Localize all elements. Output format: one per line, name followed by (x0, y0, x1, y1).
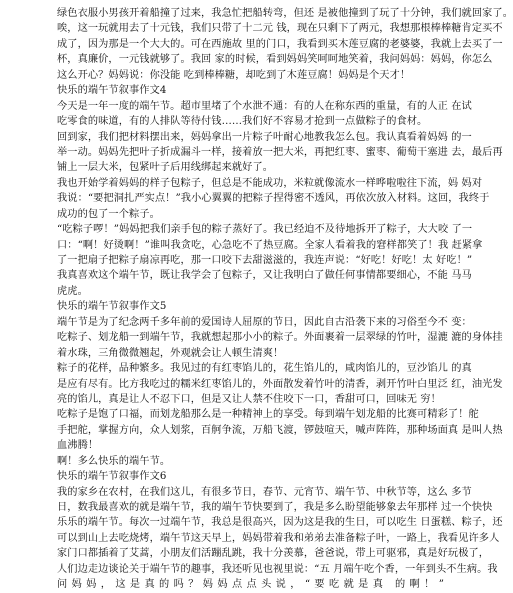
text-line: 口：“啊！好烫啊！”谁叫我贪吃，心急吃不了热豆腐。全家人看着我的窘样都笑了！我 赶紧拿 (57, 239, 483, 251)
text-line: 乐乐的端午节。每次一过端午节，我总是很高兴，因为这是我的生日，可以吃生 日蛋糕、粽子，还 (57, 517, 503, 529)
text-line: 绿色衣服小男孩开着船撞了过来，我急忙把船转弯，但还 是被他撞到了玩了十分钟，我们就回家了。 (57, 8, 513, 19)
text-line: 人们边走边谈论关于端午节的趣事，我还听见也视里说：“五 月端午吃个香，一年到头不生病。我 (57, 563, 498, 575)
text-line: 唉，这一玩就用去了十元钱，我们只带了十二元 钱，现在只剩下了两元，我想那根棒棒糖肯定买不 (57, 23, 503, 35)
text-line: 日，数我最喜欢的就是端午节，我的端午节快要到了，我是多么盼望能够象去年那样 过一个快快 (57, 502, 493, 513)
text-line: 今天是一年一度的端午节。超市里堵了个水泄不通：有的人在称东西的重量，有的人正 在试 (57, 100, 472, 112)
text-line: 成功的包了一个粽子。 (57, 208, 160, 220)
text-line: 端午节是为了纪念两千多年前的爱国诗人屈原的节日，因此自古沿袭下来的习俗至今不 变： (57, 316, 472, 328)
text-line: 血沸腾！ (57, 440, 99, 452)
text-line: 着水珠，三角微微翘起，外观就会让人顿生清爽！ (57, 347, 284, 359)
text-line: 啊！多么快乐的端午节。 (57, 455, 171, 467)
text-line: 粽子的花样，品种繁多。我见过的有红枣馅儿的，花生馅儿的，咸肉馅儿的，豆沙馅儿 的真 (57, 363, 472, 375)
text-line: 家门口都插着了艾蒿，小朋友们活蹦乱跳，我十分羡慕，爸爸说，带上可驱邪，真是好玩极了， (57, 548, 490, 560)
text-line: 吃粽子、划龙船一到端午节，我就想起那小小的粽子。外面裹着一层翠绿的竹叶，湿漉 漉的身体挂 (57, 332, 503, 344)
text-line: 了一把扇子把粽子扇凉再吃，那一口咬下去甜滋滋的，我连声说：“好吃！好吃！太 好吃！” (57, 255, 473, 266)
section-heading: 快乐的端午节叙事作文6 (57, 471, 167, 483)
section-heading: 快乐的端午节叙事作文4 (57, 85, 167, 97)
text-line: 我说：“要把洞扎严实点！”我小心翼翼的把粽子捏得密不透风，再依次放入材料。这回，我终于 (57, 193, 490, 205)
text-line: 亮的馅儿，真是让人不忍下口，但是又让人禁不住咬下一口，香甜可口，回味无 穷！ (57, 393, 441, 405)
text-line: 问妈妈，这是真的吗？妈妈点点头说，“要吃就是真 的啊！” (57, 579, 444, 591)
text-line: 我也开始学着妈妈的样子包粽子，但总是不能成功，米粒就像流水一样哗啦啦往下流，妈 妈对 (57, 177, 483, 189)
text-line: 吃零食的味道，有的人排队等待付钱……我们好不容易才抢到一点做粽子的食材。 (57, 116, 428, 128)
text-line: 吃粽子是饱了口福，而划龙船那么是一种精神上的享受。每到端午划龙船的比赛可精彩了！舵 (57, 409, 479, 421)
text-line: 成了，因为那是一个大大的。可在西施故 里的门口，我看到买木莲豆腐的老婆婆，我就上去买了一 (57, 38, 503, 50)
section-heading: 快乐的端午节叙事作文5 (57, 301, 167, 313)
text-line: 是应有尽有。比方我吃过的糯米红枣馅儿的，外面散发着竹叶的清香，剥开竹叶白里泛 红，油光发 (57, 378, 503, 390)
text-line: 举一动。妈妈先把叶子折成漏斗一样，接着放一把大米，再把红枣、蜜枣、葡萄干塞进 去，最后再 (57, 146, 503, 158)
text-line: 杯，真廉价，一元钱就够了。我回 家的时候，看到妈妈笑呵呵地笑着，我问妈妈：妈妈，你怎么 (57, 54, 493, 66)
text-line: 手把舵，掌握方向，众人划浆，百舸争流，万船飞渡，锣鼓喧天，喊声阵阵，那种场面真 是叫人热 (57, 424, 503, 436)
text-line: 我真喜欢这个端午节，既让我学会了包粽子，又让我明白了做任何事情都要细心，不能 马马 (57, 270, 472, 282)
text-line: 我的家乡在农村，在我们这儿，有很多节日，春节、元宵节、端午节、中秋节等，这么 多节 (57, 486, 472, 498)
text-line: 回到家，我们把材料摆出来，妈妈拿出一片粽子叶耐心地教我怎么包。我认真看着妈妈 的一 (57, 131, 472, 143)
text-line: “吃粽子啰！”妈妈把我们亲手包的粽子蒸好了。我已经迫不及待地拆开了粽子，大大咬 了一 (57, 224, 473, 236)
text-line: 可以到山上去吃烧烤，端午节这天早上，妈妈带着我和弟弟去准备粽子叶，一路上，我看见许多人 (57, 532, 500, 544)
text-line: 虎虎。 (57, 285, 88, 297)
text-line: 铺上一层大米，包紧叶子后用线绑起来就好了。 (57, 162, 274, 174)
text-line: 这么开心？妈妈说：你没能 吃到棒棒糖，却吃到了木莲豆腐！妈妈是个天才！ (57, 69, 411, 81)
